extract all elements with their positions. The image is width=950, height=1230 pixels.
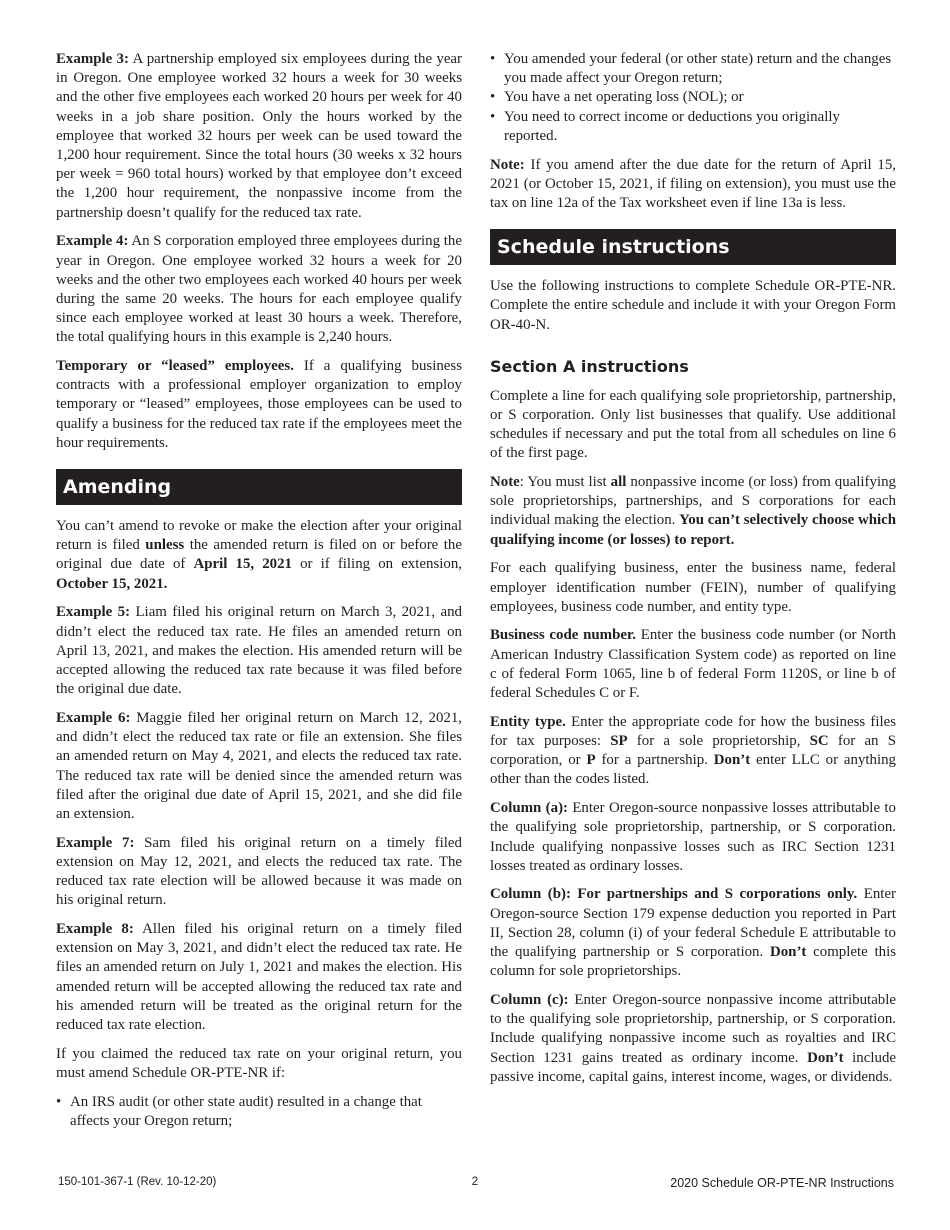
schedule-instructions-heading: Schedule instructions: [490, 229, 896, 265]
list-item: • You need to correct income or deductions you originally reported.: [490, 108, 896, 146]
each-business-paragraph: For each qualifying business, enter the business name, federal employer identification number (FEIN), number of qualifying employees, business code number, and entity type.: [490, 560, 896, 615]
amending-paragraph: You can’t amend to revoke or make the election after your original return is filed unless the amended return is filed on or before the original due date of April 15, 2021 or if filing on extension, October 15, 2021.: [56, 518, 462, 592]
business-code-paragraph: Business code number. Enter the business code number (or North American Industry Classification System code) as reported on line c of federal Form 1065, line b of federal Form 1120S, or line b of federal Schedules C or F.: [490, 627, 896, 702]
entity-type-paragraph: Entity type. Enter the appropriate code for how the business files for tax purposes: SP for a sole proprietorship, SC for an S corporation, or P for a partnership. Don’t enter LLC or anything other than the codes listed.: [490, 713, 897, 788]
right-column: [490, 50, 896, 1096]
note-all-paragraph: Note: You must list all nonpassive income (or loss) from qualifying sole proprietorships, partnerships, and S corporations for each individual making the election. You can’t selectively choose which qualifying income (or losses) to report.: [490, 474, 897, 548]
amend-conditions-list-continued: [490, 50, 896, 146]
page-number: 2: [471, 1176, 479, 1188]
document-title: 2020 Schedule OR-PTE-NR Instructions: [670, 1176, 894, 1190]
form-number: 150-101-367-1 (Rev. 10-12-20): [58, 1176, 217, 1188]
left-column: [56, 50, 462, 1140]
column-a-paragraph: Column (a): Enter Oregon-source nonpassive losses attributable to the qualifying sole proprietorship, partnership, or S corporation. Include qualifying nonpassive losses such as IRC Section 1231 losses treated as ordinary losses.: [490, 800, 896, 874]
temporary-employees-paragraph: Temporary or “leased” employees. If a qualifying business contracts with a professional employer organization to employ temporary or “leased” employees, those employees can be used to qualify a business for the reduced tax rate if the employees meet the hour requirements.: [56, 358, 463, 451]
amend-conditions-list: [56, 1093, 462, 1131]
example-4-paragraph: Example 4: An S corporation employed three employees during the year in Oregon. One employee worked 32 hours a week for 20 weeks and the other two employees each worked 40 hours per week during the same 20 weeks. The hours for each employee qualify since each employee worked at least 30 hours a week. Therefore, the total qualifying hours in this example is 2,240 hours.: [56, 233, 462, 346]
column-c-paragraph: Column (c): Enter Oregon-source nonpassive income attributable to the qualifying sole proprietorship, partnership, or S corporation. Include qualifying nonpassive income such as royalties and IRC Section 1231 gains treated as ordinary income. Don’t include passive income, capital gains, interest income, wages, or dividends.: [490, 991, 896, 1085]
amending-heading: Amending: [56, 469, 462, 505]
list-item: • You have a net operating loss (NOL); or: [490, 88, 896, 107]
example-7-paragraph: Example 7: Sam filed his original return on a timely filed extension on May 12, 2021, and elects the reduced tax rate. The reduced tax rate election will be allowed because it was made on his original return.: [56, 834, 462, 909]
note-paragraph: Note: If you amend after the due date for the return of April 15, 2021 (or October 15, 2021, if filing on extension), you must use the tax on line 12a of the Tax worksheet even if line 13a is less.: [490, 156, 896, 211]
section-a-heading: Section A instructions: [490, 356, 689, 376]
example-3-paragraph: Example 3: A partnership employed six employees during the year in Oregon. One employee worked 32 hours a week for 30 weeks and the other five employees each worked 20 hours per week for 40 weeks in a job share position. Only the hours worked by the employee that worked 32 hours per week can be used toward the 1,200 hour requirement. Since the total hours (30 weeks x 32 hours per week = 960 total hours) worked by that employee don’t exceed the 1,200 hour requirement, the nonpassive income from the partnership doesn’t qualify for the reduced tax rate.: [56, 51, 462, 221]
column-b-paragraph: Column (b): For partnerships and S corporations only. Enter Oregon-source Section 179 expense deduction you reported in Part II, Section 28, column (i) of your federal Schedule E attributable to the qualifying partnership or S corporation. Don’t complete this column for sole proprietorships.: [490, 886, 897, 980]
list-item: • An IRS audit (or other state audit) resulted in a change that affects your Oregon return;: [56, 1093, 462, 1131]
example-6-paragraph: Example 6: Maggie filed her original return on March 12, 2021, and didn’t elect the reduced tax rate or file an extension. She files an amended return on May 4, 2021, and elects the reduced tax rate. The reduced tax rate will be denied since the amended return was filed after the original due date of April 15, 2021, and she did file an extension.: [56, 709, 463, 822]
example-8-paragraph: Example 8: Allen filed his original return on a timely filed extension on May 3, 2021, and didn’t elect the reduced tax rate. He files an amended return on July 1, 2021 and makes the election. His amended return will be accepted allowing the reduced tax rate and his amended return will be treated as the original return for the reduced tax rate election.: [56, 920, 462, 1033]
schedule-paragraph: Use the following instructions to complete Schedule OR-PTE-NR. Complete the entire schedule and include it with your Oregon Form OR-40-N.: [490, 278, 896, 333]
claimed-paragraph: If you claimed the reduced tax rate on your original return, you must amend Schedule OR-PTE-NR if:: [56, 1045, 462, 1081]
list-item: • You amended your federal (or other state) return and the changes you made affect your Oregon return;: [490, 50, 896, 88]
example-5-paragraph: Example 5: Liam filed his original return on March 3, 2021, and didn’t elect the reduced tax rate. He files an amended return on April 13, 2021, and makes the election. His amended return will be accepted allowing the reduced tax rate because it was filed before the original due date.: [56, 604, 462, 698]
section-a-paragraph: Complete a line for each qualifying sole proprietorship, partnership, or S corporation. Only list businesses that qualify. Use additional schedules if necessary and put the total from all schedules on line 6 of the first page.: [490, 387, 896, 462]
